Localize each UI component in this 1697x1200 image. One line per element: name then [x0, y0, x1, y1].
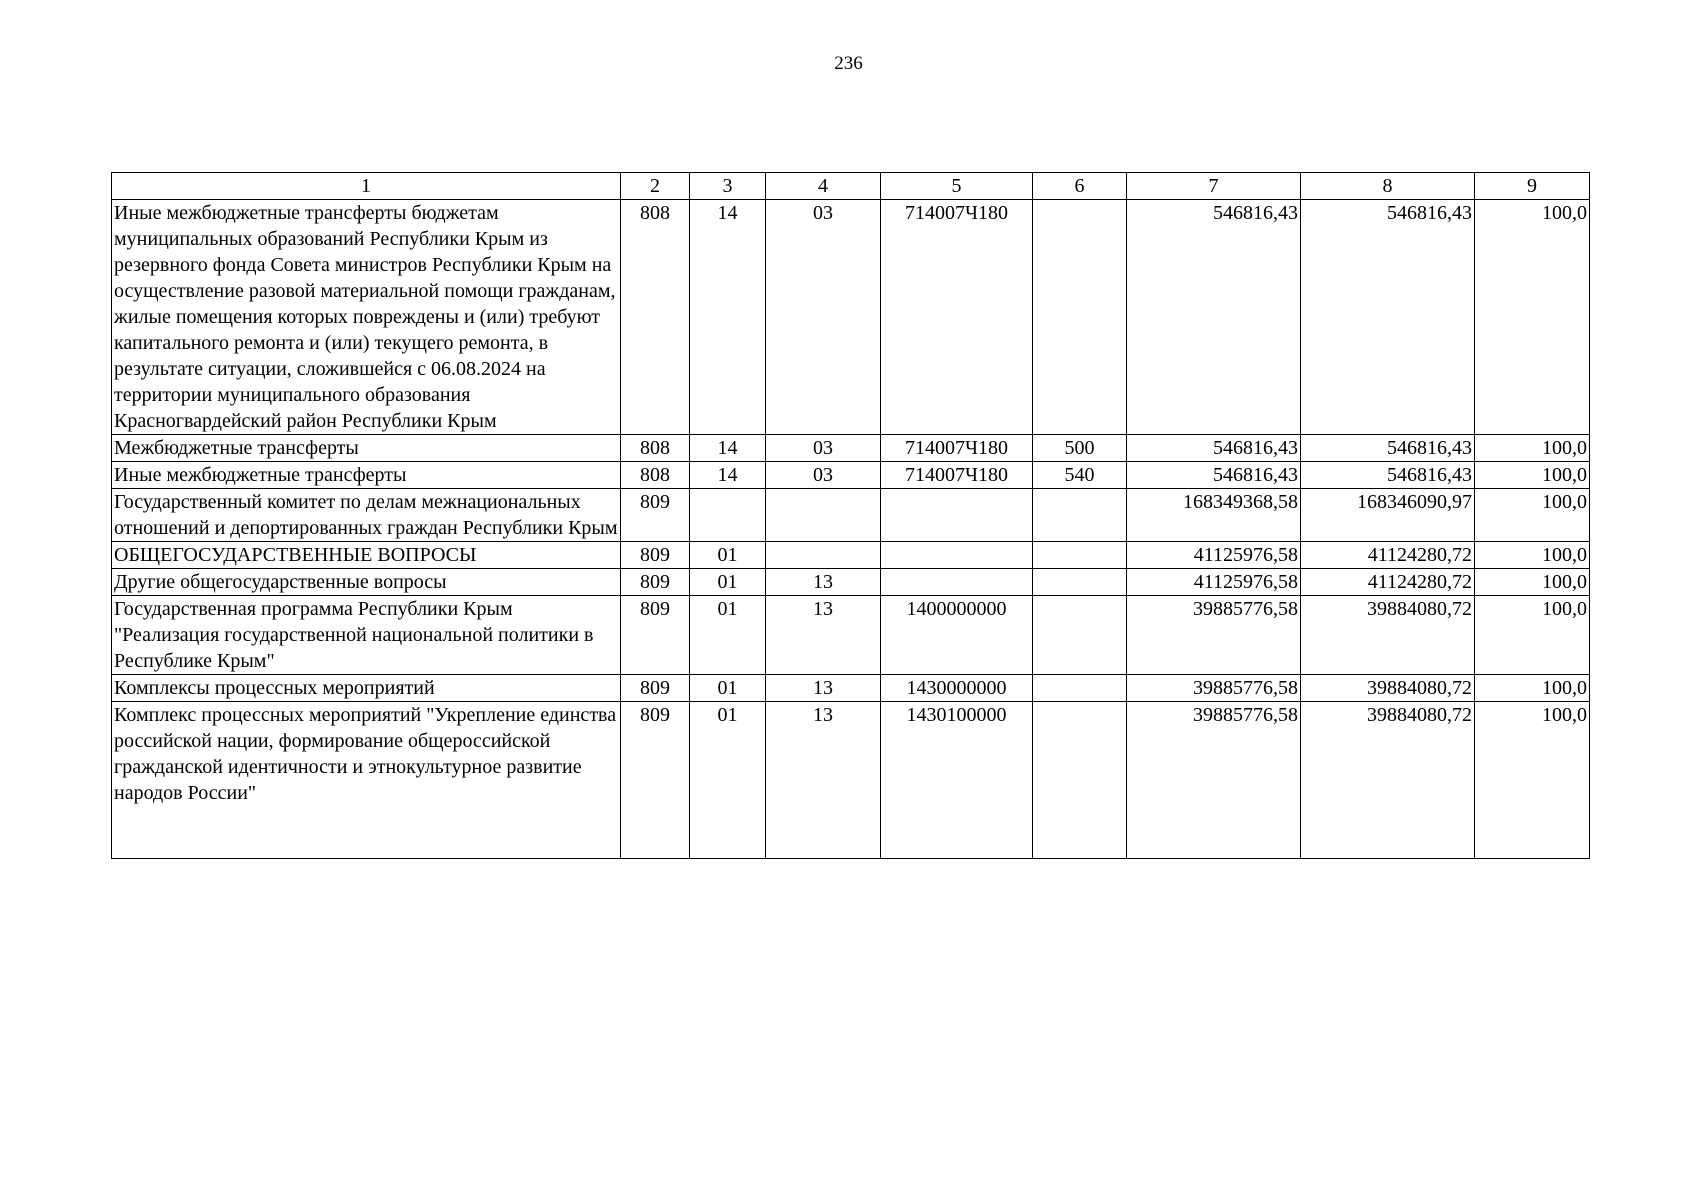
row-percent: 100,0 — [1475, 200, 1590, 435]
row-subsection-code — [766, 489, 881, 542]
row-expense-type-code — [1033, 569, 1127, 596]
col-header-3: 3 — [690, 173, 766, 200]
row-name: Другие общегосударственные вопросы — [112, 569, 621, 596]
row-ministry-code: 809 — [621, 675, 690, 702]
col-header-7: 7 — [1127, 173, 1301, 200]
row-subsection-code: 13 — [766, 596, 881, 675]
row-subsection-code: 13 — [766, 702, 881, 859]
row-ministry-code: 808 — [621, 462, 690, 489]
row-section-code: 01 — [690, 675, 766, 702]
col-header-4: 4 — [766, 173, 881, 200]
row-ministry-code: 808 — [621, 200, 690, 435]
row-percent: 100,0 — [1475, 596, 1590, 675]
row-section-code: 14 — [690, 435, 766, 462]
table-row — [112, 489, 1590, 542]
row-section-code — [690, 489, 766, 542]
row-executed-sum: 39884080,72 — [1301, 596, 1475, 675]
row-target-code: 714007Ч180 — [881, 200, 1033, 435]
row-name: Межбюджетные трансферты — [112, 435, 621, 462]
row-target-code — [881, 569, 1033, 596]
row-planned-sum: 41125976,58 — [1127, 569, 1301, 596]
row-target-code: 714007Ч180 — [881, 435, 1033, 462]
row-percent: 100,0 — [1475, 489, 1590, 542]
row-ministry-code: 809 — [621, 702, 690, 859]
row-planned-sum: 39885776,58 — [1127, 702, 1301, 859]
row-expense-type-code — [1033, 200, 1127, 435]
row-name: Государственная программа Республики Крым "Реализация государственной национальной политики в Республике Крым" — [112, 596, 621, 675]
row-ministry-code: 809 — [621, 489, 690, 542]
table-row — [112, 596, 1590, 675]
row-subsection-code: 03 — [766, 462, 881, 489]
col-header-9: 9 — [1475, 173, 1590, 200]
row-planned-sum: 546816,43 — [1127, 462, 1301, 489]
row-executed-sum: 168346090,97 — [1301, 489, 1475, 542]
row-section-code: 01 — [690, 702, 766, 859]
row-executed-sum: 39884080,72 — [1301, 675, 1475, 702]
table-row — [112, 569, 1590, 596]
row-target-code — [881, 489, 1033, 542]
col-header-8: 8 — [1301, 173, 1475, 200]
header-row — [112, 173, 1590, 200]
table-row — [112, 542, 1590, 569]
row-section-code: 01 — [690, 569, 766, 596]
table-row — [112, 200, 1590, 435]
budget-table — [111, 172, 1590, 859]
col-header-2: 2 — [621, 173, 690, 200]
table-row — [112, 462, 1590, 489]
row-expense-type-code — [1033, 702, 1127, 859]
row-name: Иные межбюджетные трансферты бюджетам муниципальных образований Республики Крым из резервного фонда Совета министров Республики Крым на осуществление разовой материальной помощи гражданам, жилые помещения которых повреждены и (или) требуют капитального ремонта и (или) текущего ремонта, в результате ситуации, сложившейся с 06.08.2024 на территории муниципального образования Красногвардейский район Республики Крым — [112, 200, 621, 435]
row-expense-type-code — [1033, 542, 1127, 569]
page-number: 236 — [834, 53, 863, 74]
row-subsection-code: 03 — [766, 200, 881, 435]
row-percent: 100,0 — [1475, 569, 1590, 596]
row-target-code: 1430100000 — [881, 702, 1033, 859]
row-planned-sum: 39885776,58 — [1127, 675, 1301, 702]
row-subsection-code: 13 — [766, 675, 881, 702]
row-target-code: 714007Ч180 — [881, 462, 1033, 489]
row-executed-sum: 39884080,72 — [1301, 702, 1475, 859]
row-expense-type-code: 540 — [1033, 462, 1127, 489]
row-percent: 100,0 — [1475, 702, 1590, 859]
row-target-code — [881, 542, 1033, 569]
row-ministry-code: 809 — [621, 542, 690, 569]
row-subsection-code: 03 — [766, 435, 881, 462]
row-expense-type-code — [1033, 675, 1127, 702]
row-name: ОБЩЕГОСУДАРСТВЕННЫЕ ВОПРОСЫ — [112, 542, 621, 569]
col-header-1: 1 — [112, 173, 621, 200]
row-executed-sum: 546816,43 — [1301, 462, 1475, 489]
row-name: Комплексы процессных мероприятий — [112, 675, 621, 702]
col-header-6: 6 — [1033, 173, 1127, 200]
row-percent: 100,0 — [1475, 675, 1590, 702]
table-row — [112, 702, 1590, 859]
row-percent: 100,0 — [1475, 542, 1590, 569]
row-executed-sum: 41124280,72 — [1301, 569, 1475, 596]
row-executed-sum: 41124280,72 — [1301, 542, 1475, 569]
row-executed-sum: 546816,43 — [1301, 200, 1475, 435]
row-name: Комплекс процессных мероприятий "Укрепление единства российской нации, формирование общероссийской гражданской идентичности и этнокультурное развитие народов России" — [112, 702, 621, 859]
col-header-5: 5 — [881, 173, 1033, 200]
row-expense-type-code: 500 — [1033, 435, 1127, 462]
row-ministry-code: 809 — [621, 569, 690, 596]
row-target-code: 1430000000 — [881, 675, 1033, 702]
row-expense-type-code — [1033, 596, 1127, 675]
row-planned-sum: 39885776,58 — [1127, 596, 1301, 675]
table-row — [112, 435, 1590, 462]
row-expense-type-code — [1033, 489, 1127, 542]
row-ministry-code: 809 — [621, 596, 690, 675]
row-executed-sum: 546816,43 — [1301, 435, 1475, 462]
row-planned-sum: 546816,43 — [1127, 200, 1301, 435]
row-ministry-code: 808 — [621, 435, 690, 462]
row-planned-sum: 168349368,58 — [1127, 489, 1301, 542]
row-name: Государственный комитет по делам межнациональных отношений и депортированных граждан Республики Крым — [112, 489, 621, 542]
row-name: Иные межбюджетные трансферты — [112, 462, 621, 489]
row-planned-sum: 546816,43 — [1127, 435, 1301, 462]
row-percent: 100,0 — [1475, 435, 1590, 462]
row-planned-sum: 41125976,58 — [1127, 542, 1301, 569]
row-section-code: 01 — [690, 596, 766, 675]
row-subsection-code — [766, 542, 881, 569]
row-section-code: 01 — [690, 542, 766, 569]
row-target-code: 1400000000 — [881, 596, 1033, 675]
row-subsection-code: 13 — [766, 569, 881, 596]
row-percent: 100,0 — [1475, 462, 1590, 489]
row-section-code: 14 — [690, 462, 766, 489]
table-row — [112, 675, 1590, 702]
row-section-code: 14 — [690, 200, 766, 435]
